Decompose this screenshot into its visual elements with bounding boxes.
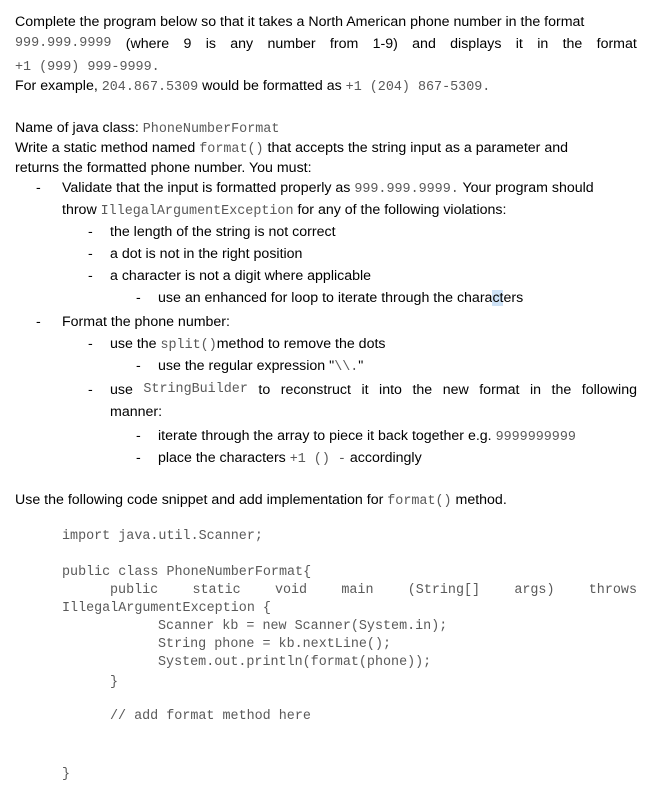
bullet-dash: - xyxy=(136,358,141,374)
bullet-dash: - xyxy=(36,314,41,330)
code-class-decl: public class PhoneNumberFormat{ xyxy=(62,565,312,580)
class-name-line: Name of java class: PhoneNumberFormat xyxy=(15,120,280,137)
sub-bullet-digit: a character is not a digit where applicable xyxy=(110,268,372,284)
bullet-validate: Validate that the input is formatted properly as 999.999.9999. Your program should xyxy=(62,180,594,197)
code-import: import java.util.Scanner; xyxy=(62,529,263,544)
bullet-dash: - xyxy=(88,336,93,352)
sub-bullet-length: the length of the string is not correct xyxy=(110,224,336,240)
format-example: 999.999.9999 xyxy=(15,36,112,51)
sub-sub-bullet-place: place the characters +1 () - accordingly xyxy=(158,450,422,467)
code-main-signature: public static void main (String[] args) throws xyxy=(110,583,637,598)
bullet-dash: - xyxy=(136,290,141,306)
write-line-2: returns the formatted phone number. You must: xyxy=(15,160,312,176)
bullet-validate-l2: throw IllegalArgumentException for any of the following violations: xyxy=(62,202,507,219)
sub-sub-bullet-regex: use the regular expression "\\." xyxy=(158,358,364,375)
bullet-dash: - xyxy=(88,382,93,398)
bullet-dash: - xyxy=(88,268,93,284)
bullet-dash: - xyxy=(136,450,141,466)
code-comment: // add format method here xyxy=(110,709,311,724)
bullet-dash: - xyxy=(88,224,93,240)
code-main-throws: IllegalArgumentException { xyxy=(62,601,271,616)
snippet-intro: Use the following code snippet and add implementation for format() method. xyxy=(15,492,507,509)
bullet-dash: - xyxy=(36,180,41,196)
code-close-inner: } xyxy=(110,675,119,690)
code-body-1: Scanner kb = new Scanner(System.in); xyxy=(158,619,448,634)
sub-sub-bullet-iterate: iterate through the array to piece it back together e.g. 9999999999 xyxy=(158,428,576,445)
sub-sub-bullet-loop: use an enhanced for loop to iterate through the characters xyxy=(158,290,524,306)
sub-bullet-dot: a dot is not in the right position xyxy=(110,246,303,262)
intro-line-2: 999.999.9999 (where 9 is any number from 1-9) and displays it in the format xyxy=(15,36,637,52)
intro-line-3: +1 (999) 999-9999. xyxy=(15,60,160,75)
sub-bullet-stringbuilder: use StringBuilder to reconstruct it into the new format in the following xyxy=(110,382,637,398)
code-body-3: System.out.println(format(phone)); xyxy=(158,655,432,670)
bullet-dash: - xyxy=(136,428,141,444)
sub-bullet-split: use the split()method to remove the dots xyxy=(110,336,386,353)
sub-bullet-stringbuilder-l2: manner: xyxy=(110,404,163,420)
bullet-dash: - xyxy=(88,246,93,262)
intro-example: For example, 204.867.5309 would be formatted as +1 (204) 867-5309. xyxy=(15,78,491,95)
code-close-outer: } xyxy=(62,767,71,782)
bullet-format: Format the phone number: xyxy=(62,314,230,330)
intro-line-1: Complete the program below so that it takes a North American phone number in the format xyxy=(15,14,585,30)
text-selection-highlight: ct xyxy=(492,290,504,306)
write-line-1: Write a static method named format() that accepts the string input as a parameter and xyxy=(15,140,568,157)
code-body-2: String phone = kb.nextLine(); xyxy=(158,637,392,652)
